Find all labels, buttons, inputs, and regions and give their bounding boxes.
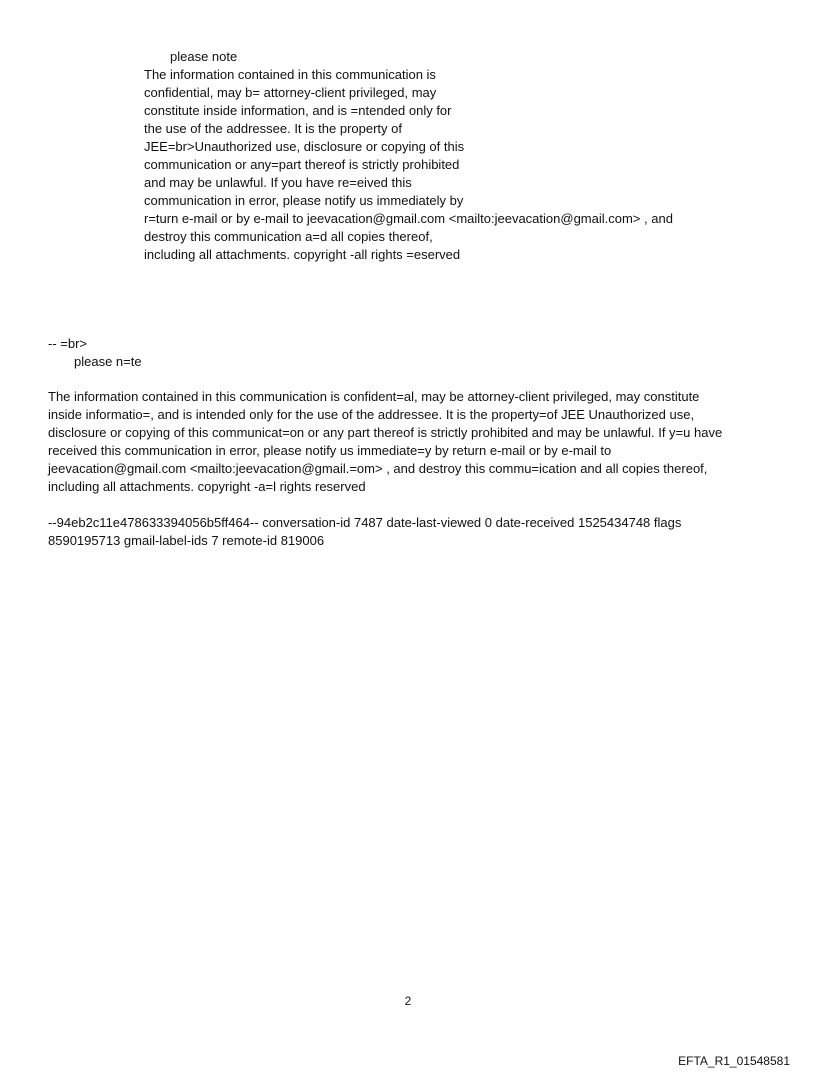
notice-line: communication or any=part thereof is strictly prohibited (144, 157, 460, 172)
message-metadata (48, 514, 778, 550)
metadata-line: --94eb2c11e478633394056b5ff464-- conversation-id 7487 date-last-viewed 0 date-received 1525434748 flags (48, 515, 682, 530)
notice-line: communication in error, please notify us immediately by (144, 193, 464, 208)
notice-line: The information contained in this communication is (144, 67, 436, 82)
notice-line: and may be unlawful. If you have re=eived this (144, 175, 412, 190)
page-number: 2 (404, 994, 412, 1008)
notice-line: disclosure or copying of this communicat=on or any part thereof is strictly prohibited and may be unlawful. If y=u have (48, 425, 723, 440)
notice-line: including all attachments. copyright -a=l rights reserved (48, 479, 366, 494)
notice-line: the use of the addressee. It is the property of (144, 121, 402, 136)
notice-line: destroy this communication a=d all copies thereof, (144, 229, 433, 244)
notice-line: jeevacation@gmail.com <mailto:jeevacation@gmail.=om> , and destroy this commu=ication and all copies thereof, (48, 461, 708, 476)
quoted-confidentiality-notice (144, 48, 744, 264)
separator-line: -- =br> (48, 336, 88, 351)
notice-heading: please note (170, 49, 238, 64)
notice-line: constitute inside information, and is =ntended only for (144, 103, 452, 118)
notice-line: received this communication in error, please notify us immediate=y by return e-mail or by e-mail to (48, 443, 612, 458)
notice-line: confidential, may b= attorney-client privileged, may (144, 85, 437, 100)
notice-line: including all attachments. copyright -all rights =eserved (144, 247, 461, 262)
notice-line: inside informatio=, and is intended only for the use of the addressee. It is the property=of JEE Unauthorized use, (48, 407, 695, 422)
metadata-line: 8590195713 gmail-label-ids 7 remote-id 819006 (48, 533, 325, 548)
signature-separator (48, 335, 788, 371)
confidentiality-notice (48, 388, 778, 496)
notice-line: JEE=br>Unauthorized use, disclosure or copying of this (144, 139, 465, 154)
document-id-stamp: EFTA_R1_01548581 (678, 1054, 790, 1068)
notice-line: The information contained in this communication is confident=al, may be attorney-client privileged, may constitute (48, 389, 700, 404)
notice-line: r=turn e-mail or by e-mail to jeevacation@gmail.com <mailto:jeevacation@gmail.com> , and (144, 211, 673, 226)
separator-note: please n=te (74, 354, 142, 369)
